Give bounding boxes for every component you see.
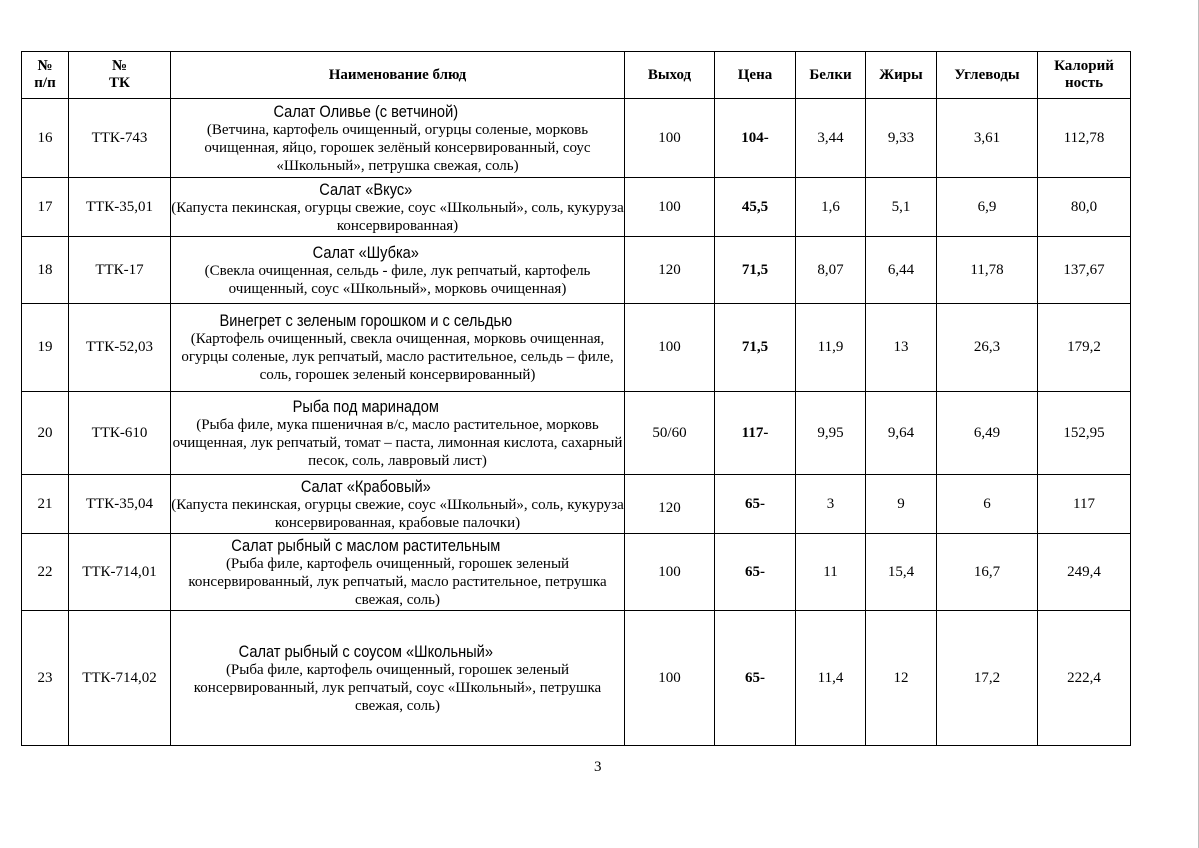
dish-ingredients: (Рыба филе, картофель очищенный, горошек зеленый консервированный, лук репчатый, масло растительное, петрушка свежая, соль) (188, 555, 607, 608)
table-row (22, 99, 1131, 178)
row-price: 71,5 (715, 304, 796, 392)
header-name: Наименование блюд (171, 52, 625, 99)
dish-cell (171, 475, 625, 534)
dish-ingredients: (Картофель очищенный, свекла очищенная, морковь очищенная, огурцы соленые, лук репчатый, масло растительное, сельдь – филе, соль, горошек зеленый консервированный) (181, 331, 614, 383)
row-price: 65- (715, 475, 796, 534)
row-fat: 9,33 (866, 99, 937, 178)
header-row (22, 52, 1131, 99)
row-protein: 11 (796, 534, 866, 611)
dish-cell (171, 178, 625, 237)
row-protein: 3,44 (796, 99, 866, 178)
row-yield: 50/60 (625, 392, 715, 475)
row-num: 18 (22, 237, 69, 304)
row-carbs: 16,7 (937, 534, 1038, 611)
header-yield: Выход (625, 52, 715, 99)
row-protein: 1,6 (796, 178, 866, 237)
row-yield: 100 (625, 611, 715, 746)
row-carbs: 26,3 (937, 304, 1038, 392)
row-fat: 5,1 (866, 178, 937, 237)
row-tk: ТТК-714,02 (69, 611, 171, 746)
row-fat: 13 (866, 304, 937, 392)
row-calories: 179,2 (1038, 304, 1131, 392)
row-protein: 11,4 (796, 611, 866, 746)
dish-cell (171, 237, 625, 304)
table-row (22, 534, 1131, 611)
table-row (22, 304, 1131, 392)
dish-ingredients: (Капуста пекинская, огурцы свежие, соус «Школьный», соль, кукуруза консервированная) (171, 199, 624, 234)
page-number: 3 (594, 759, 602, 775)
row-price: 65- (715, 611, 796, 746)
header-tk: № ТК (69, 52, 171, 99)
dish-cell (171, 392, 625, 475)
dish-cell (171, 99, 625, 178)
row-carbs: 17,2 (937, 611, 1038, 746)
table-row (22, 611, 1131, 746)
dish-ingredients: (Свекла очищенная, сельдь - филе, лук репчатый, картофель очищенный, соус «Школьный», морковь очищенная) (204, 262, 591, 297)
row-fat: 15,4 (866, 534, 937, 611)
row-protein: 9,95 (796, 392, 866, 475)
header-calories: Калорий ность (1038, 52, 1131, 99)
row-num: 23 (22, 611, 69, 746)
header-num: № п/п (22, 52, 69, 99)
row-num: 22 (22, 534, 69, 611)
table-row (22, 237, 1131, 304)
dish-ingredients: (Ветчина, картофель очищенный, огурцы соленые, морковь очищенная, яйцо, горошек зелёный консервированный, соус «Школьный», петрушка свежая, соль) (204, 121, 591, 174)
row-tk: ТТК-35,04 (69, 475, 171, 534)
row-calories: 80,0 (1038, 178, 1131, 237)
dish-title: Салат «Шубка» (312, 242, 419, 262)
table-row (22, 475, 1131, 534)
row-tk: ТТК-17 (69, 237, 171, 304)
dish-title: Салат рыбный с соусом «Школьный» (238, 641, 493, 661)
header-price: Цена (715, 52, 796, 99)
dish-title: Салат «Крабовый» (300, 476, 431, 496)
row-price: 65- (715, 534, 796, 611)
row-tk: ТТК-610 (69, 392, 171, 475)
dish-cell (171, 534, 625, 611)
row-protein: 11,9 (796, 304, 866, 392)
row-price: 104- (715, 99, 796, 178)
row-carbs: 6,9 (937, 178, 1038, 237)
row-protein: 3 (796, 475, 866, 534)
row-calories: 152,95 (1038, 392, 1131, 475)
row-fat: 6,44 (866, 237, 937, 304)
row-price: 45,5 (715, 178, 796, 237)
row-carbs: 11,78 (937, 237, 1038, 304)
row-fat: 12 (866, 611, 937, 746)
row-yield: 100 (625, 534, 715, 611)
row-fat: 9,64 (866, 392, 937, 475)
row-yield: 100 (625, 178, 715, 237)
row-carbs: 6,49 (937, 392, 1038, 475)
menu-table (21, 51, 1131, 746)
row-calories: 222,4 (1038, 611, 1131, 746)
table-row (22, 392, 1131, 475)
row-yield: 100 (625, 304, 715, 392)
row-calories: 112,78 (1038, 99, 1131, 178)
header-carbs: Углеводы (937, 52, 1038, 99)
dish-ingredients: (Капуста пекинская, огурцы свежие, соус «Школьный», соль, кукуруза консервированная, крабовые палочки) (171, 496, 624, 531)
row-yield: 120 (625, 237, 715, 304)
row-num: 17 (22, 178, 69, 237)
dish-ingredients: (Рыба филе, картофель очищенный, горошек зеленый консервированный, лук репчатый, соус «Школьный», петрушка свежая, соль) (193, 661, 602, 714)
row-num: 20 (22, 392, 69, 475)
row-tk: ТТК-743 (69, 99, 171, 178)
header-protein: Белки (796, 52, 866, 99)
dish-ingredients: (Рыба филе, мука пшеничная в/с, масло растительное, морковь очищенная, лук репчатый, томат – паста, лимонная кислота, сахарный песок, соль, лавровый лист) (172, 416, 623, 469)
dish-title: Салат рыбный с маслом растительным (231, 535, 501, 555)
row-price: 117- (715, 392, 796, 475)
row-tk: ТТК-714,01 (69, 534, 171, 611)
dish-cell (171, 304, 625, 392)
dish-title: Рыба под маринадом (292, 396, 439, 416)
row-num: 19 (22, 304, 69, 392)
row-calories: 137,67 (1038, 237, 1131, 304)
row-carbs: 3,61 (937, 99, 1038, 178)
row-tk: ТТК-35,01 (69, 178, 171, 237)
dish-title: Винегрет с зеленым горошком и с сельдью (219, 311, 513, 330)
dish-cell (171, 611, 625, 746)
dish-title: Салат «Вкус» (319, 179, 413, 199)
row-num: 21 (22, 475, 69, 534)
header-fat: Жиры (866, 52, 937, 99)
row-price: 71,5 (715, 237, 796, 304)
row-protein: 8,07 (796, 237, 866, 304)
dish-title: Салат Оливье (с ветчиной) (273, 101, 459, 121)
row-fat: 9 (866, 475, 937, 534)
table-row (22, 178, 1131, 237)
row-num: 16 (22, 99, 69, 178)
row-carbs: 6 (937, 475, 1038, 534)
row-calories: 249,4 (1038, 534, 1131, 611)
row-yield: 120 (625, 475, 715, 534)
row-yield: 100 (625, 99, 715, 178)
row-calories: 117 (1038, 475, 1131, 534)
row-tk: ТТК-52,03 (69, 304, 171, 392)
